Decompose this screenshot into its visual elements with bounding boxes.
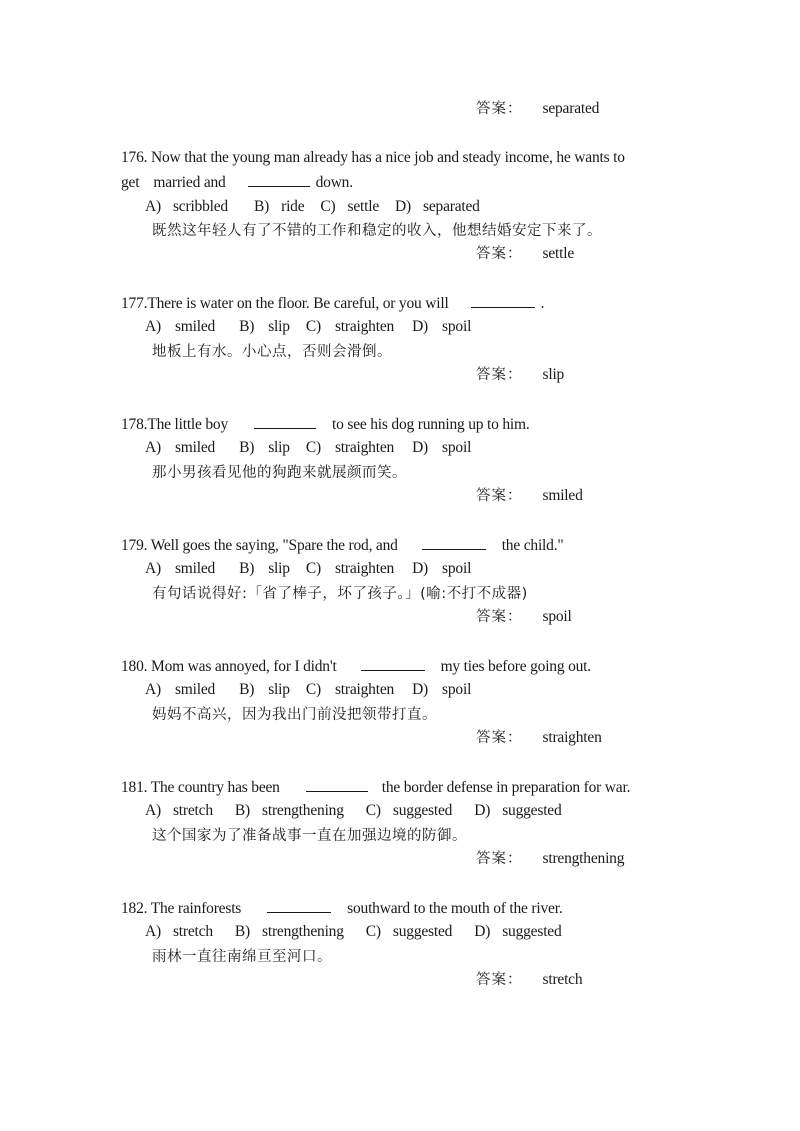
option-text: strengthening — [262, 802, 344, 819]
option-letter: D) — [474, 802, 491, 819]
answer-value: smiled — [542, 487, 583, 504]
options-row — [145, 317, 471, 337]
question-text: my ties before going out. — [440, 658, 591, 675]
option-text: smiled — [174, 318, 216, 335]
option-letter: C) — [320, 198, 336, 215]
option-text: slip — [268, 439, 290, 456]
option-text: straighten — [334, 560, 395, 577]
option-text: spoil — [442, 318, 472, 335]
question-text: Now that the young man already has a nice job and steady income, he wants to — [151, 149, 625, 166]
question-178-line1 — [121, 414, 530, 435]
option-text: stretch — [172, 923, 213, 940]
options-row — [145, 922, 562, 942]
answer-label: 答案： — [476, 972, 523, 988]
option-letter: C) — [305, 681, 321, 698]
question-text: get — [121, 174, 140, 191]
answer-label: 答案： — [476, 609, 523, 625]
answer-label: 答案： — [476, 246, 523, 262]
answer-value: slip — [542, 366, 565, 383]
question-number: 176. — [121, 149, 148, 166]
answer-value: separated — [542, 100, 600, 117]
option-letter: D) — [474, 923, 491, 940]
option-letter: A) — [145, 923, 161, 940]
answer-blank — [306, 777, 368, 792]
answer-value: strengthening — [542, 850, 625, 867]
answer-blank — [248, 172, 310, 187]
translation: 那小男孩看见他的狗跑来就展颜而笑。 — [152, 465, 407, 481]
options-row — [145, 438, 471, 458]
answer-row — [476, 486, 583, 506]
options-row — [145, 197, 480, 217]
option-text: settle — [347, 198, 380, 215]
question-text: the child." — [501, 537, 564, 554]
answer-label: 答案： — [476, 730, 523, 746]
question-text: down. — [315, 174, 353, 191]
option-text: slip — [268, 681, 290, 698]
answer-row — [476, 99, 599, 119]
option-letter: D) — [412, 681, 429, 698]
options-row — [145, 680, 471, 700]
option-text: smiled — [174, 560, 216, 577]
option-letter: A) — [145, 198, 161, 215]
option-letter: C) — [365, 923, 381, 940]
question-181-line1 — [121, 777, 630, 798]
question-182-line1 — [121, 898, 563, 919]
translation: 雨林一直往南绵亘至河口。 — [152, 949, 332, 965]
answer-blank — [471, 293, 535, 308]
option-text: suggested — [502, 923, 562, 940]
option-letter: B) — [239, 681, 255, 698]
option-letter: B) — [234, 802, 250, 819]
answer-blank — [254, 414, 316, 429]
option-text: spoil — [442, 439, 472, 456]
answer-row — [476, 365, 564, 385]
options-row — [145, 559, 471, 579]
question-text: . — [540, 295, 545, 312]
option-text: ride — [281, 198, 305, 215]
option-text: suggested — [392, 923, 453, 940]
question-number: 182. — [121, 900, 148, 917]
option-text: slip — [268, 560, 290, 577]
option-letter: A) — [145, 318, 161, 335]
option-text: straighten — [334, 681, 395, 698]
answer-value: settle — [542, 245, 575, 262]
answer-row — [476, 607, 572, 627]
translation: 有句话说得好:「省了棒子，坏了孩子。」(喻:不打不成器) — [152, 586, 528, 602]
option-letter: A) — [145, 560, 161, 577]
option-letter: C) — [305, 439, 321, 456]
answer-row — [476, 728, 602, 748]
option-text: suggested — [502, 802, 562, 819]
answer-blank — [267, 898, 331, 913]
question-number: 181. — [121, 779, 148, 796]
option-letter: D) — [412, 318, 429, 335]
option-letter: B) — [234, 923, 250, 940]
question-number: 180. — [121, 658, 148, 675]
answer-label: 答案： — [476, 851, 523, 867]
option-letter: B) — [254, 198, 270, 215]
option-text: suggested — [392, 802, 453, 819]
answer-value: straighten — [542, 729, 602, 746]
question-text: Well goes the saying, "Spare the rod, and — [150, 537, 398, 554]
option-letter: A) — [145, 681, 161, 698]
question-text: to see his dog running up to him. — [332, 416, 530, 433]
answer-label: 答案： — [476, 101, 523, 117]
question-176-line1 — [121, 148, 625, 168]
option-letter: A) — [145, 439, 161, 456]
option-text: stretch — [172, 802, 213, 819]
question-number: 177. — [121, 295, 148, 312]
option-letter: D) — [412, 560, 429, 577]
option-letter: D) — [395, 198, 412, 215]
question-179-line1 — [121, 535, 564, 556]
option-text: spoil — [442, 560, 472, 577]
question-number: 178. — [121, 416, 148, 433]
answer-blank — [361, 656, 425, 671]
question-176-line2 — [121, 172, 353, 193]
answer-row — [476, 970, 582, 990]
answer-value: stretch — [542, 971, 583, 988]
question-text: married and — [153, 174, 226, 191]
option-text: straighten — [334, 439, 395, 456]
translation: 这个国家为了准备战事一直在加强边境的防御。 — [152, 828, 467, 844]
option-letter: C) — [305, 560, 321, 577]
question-text: The rainforests — [150, 900, 242, 917]
option-text: straighten — [334, 318, 395, 335]
answer-row — [476, 244, 574, 264]
option-letter: D) — [412, 439, 429, 456]
answer-row — [476, 849, 624, 869]
option-letter: C) — [305, 318, 321, 335]
question-180-line1 — [121, 656, 591, 677]
option-letter: B) — [239, 439, 255, 456]
option-text: smiled — [174, 439, 216, 456]
question-text: Mom was annoyed, for I didn't — [151, 658, 337, 675]
question-177-line1 — [121, 293, 544, 314]
translation: 妈妈不高兴，因为我出门前没把领带打直。 — [152, 707, 437, 723]
option-text: separated — [423, 198, 480, 215]
answer-label: 答案： — [476, 488, 523, 504]
option-text: spoil — [442, 681, 472, 698]
translation: 地板上有水。小心点，否则会滑倒。 — [152, 344, 392, 360]
answer-label: 答案： — [476, 367, 523, 383]
options-row — [145, 801, 562, 821]
question-text: The country has been — [150, 779, 280, 796]
question-number: 179. — [121, 537, 148, 554]
answer-blank — [422, 535, 486, 550]
option-text: slip — [268, 318, 290, 335]
option-letter: C) — [365, 802, 381, 819]
option-letter: A) — [145, 802, 161, 819]
option-text: strengthening — [262, 923, 344, 940]
option-text: smiled — [174, 681, 216, 698]
question-text: The little boy — [147, 416, 229, 433]
translation: 既然这年轻人有了不错的工作和稳定的收入，他想结婚安定下来了。 — [152, 223, 602, 239]
question-text: the border defense in preparation for war. — [381, 779, 631, 796]
question-text: There is water on the floor. Be careful, or you will — [147, 295, 449, 312]
question-text: southward to the mouth of the river. — [347, 900, 563, 917]
option-text: scribbled — [172, 198, 228, 215]
option-letter: B) — [239, 318, 255, 335]
answer-value: spoil — [542, 608, 572, 625]
option-letter: B) — [239, 560, 255, 577]
